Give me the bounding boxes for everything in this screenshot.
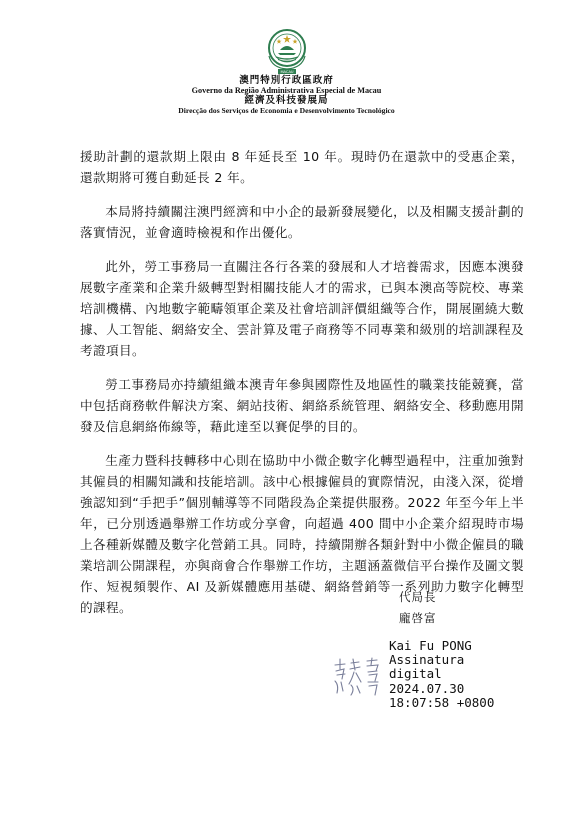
government-name-pt: Governo da Região Administrativa Especial de Macau [191, 85, 382, 95]
digital-signature-stamp [389, 639, 494, 710]
letter-body [80, 146, 524, 631]
digital-signature-line: Assinatura [389, 652, 465, 668]
department-name-zh: 經濟及科技發展局 [244, 95, 329, 106]
digital-signature-line: Kai Fu PONG [389, 638, 472, 653]
handwritten-signature-icon [331, 655, 387, 701]
paragraph: 本局將持續關注澳門經濟和中小企的最新發展變化，以及相關支援計劃的落實情況，並會適時檢視和作出優化。 [80, 204, 524, 240]
paragraph: 勞工事務局亦持續組織本澳青年參與國際性及地區性的職業技能競賽，當中包括商務軟件解決方案、網站技術、網絡系統管理、網絡安全、移動應用開發及信息網絡佈線等，藉此達至以賽促學的目的。 [80, 377, 524, 434]
letterhead [0, 28, 573, 115]
government-name-zh: 澳門特別行政區政府 [239, 76, 334, 86]
digital-signature-line: digital [389, 666, 442, 682]
department-name-pt: Direcção dos Serviços de Economia e Desenvolvimento Tecnológico [178, 105, 395, 115]
paragraph: 生產力暨科技轉移中心則在協助中小微企數字化轉型過程中，注重加強對其僱員的相關知識和技能培訓。該中心根據僱員的實際情況，由淺入深，從增強認知到“手把手”個別輔導等不同階段為企業提供服務。2022 年至今年上半年，已分別透過舉辦工作坊或分享會，向超過 400 間中小企業介紹現時市場上各種新媒體及數字化營銷工具。同時，持續開辦各類針對中小微企僱員的職業培訓公開課程，亦與商會合作舉辦工作坊，主題涵蓋微信平台操作及圖文製作、短視頻製作、AI 及新媒體應用基礎、網絡營銷等一系列助力數字化轉型的課程。 [80, 453, 524, 615]
paragraph: 此外，勞工事務局一直關注各行各業的發展和人才培養需求，因應本澳發展數字產業和企業升級轉型對相關技能人才的需求，已與本澳高等院校、專業培訓機構、內地數字範疇領軍企業及社會培訓評價組織等合作，開展圍繞大數據、人工智能、網絡安全、雲計算及電子商務等不同專業和級別的培訓課程及考證項目。 [80, 259, 524, 358]
paragraph: 援助計劃的還款期上限由 8 年延長至 10 年。現時仍在還款中的受惠企業，還款期將可獲自動延長 2 年。 [80, 149, 524, 185]
digital-signature-line: 2024.07.30 [389, 680, 465, 696]
emblem-ribbon-text: MACAU [279, 70, 294, 75]
digital-signature-line: 18:07:58 +0800 [389, 694, 495, 710]
macau-emblem-icon [260, 28, 314, 76]
signatory-title: 代局長 [399, 590, 437, 604]
signatory-name: 龐啓富 [399, 611, 437, 625]
